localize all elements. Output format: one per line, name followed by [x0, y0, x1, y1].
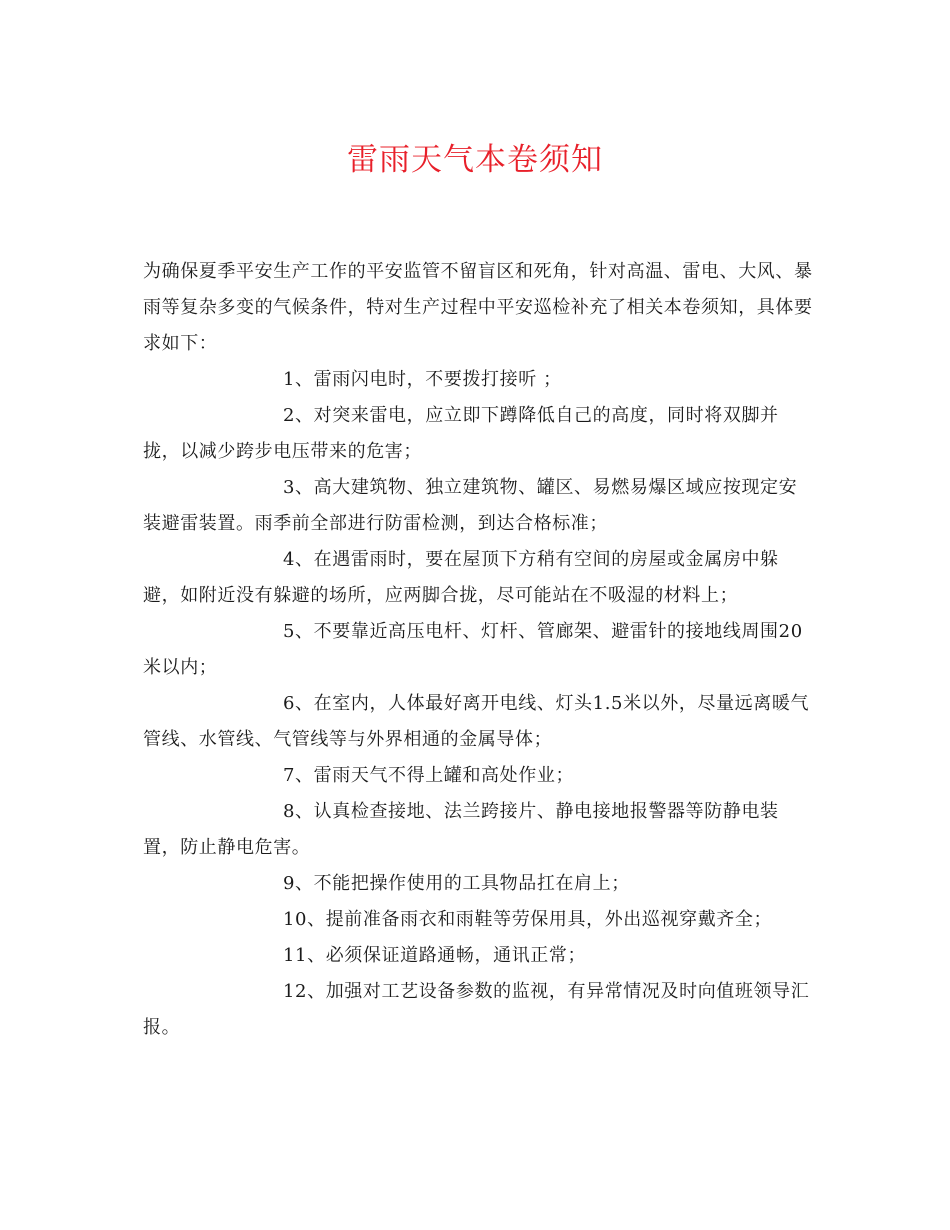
document-title: 雷雨天气本卷须知 [347, 142, 603, 178]
list-item: 11、必须保证道路通畅，通讯正常； [283, 945, 587, 966]
list-item: 12、加强对工艺设备参数的监视，有异常情况及时向值班领导汇报。 [143, 981, 810, 1038]
list-item: 3、高大建筑物、独立建筑物、罐区、易燃易爆区域应按现定安装避雷装置。雨季前全部进行防雷检测，到达合格标准； [143, 477, 798, 534]
list-item: 5、不要靠近高压电杆、灯杆、管廊架、避雷针的接地线周围20米以内； [143, 621, 803, 678]
list-item: 9、不能把操作使用的工具物品扛在肩上； [283, 873, 630, 894]
list-item: 4、在遇雷雨时，要在屋顶下方稍有空间的房屋或金属房中躲避，如附近没有躲避的场所，应两脚合拢，尽可能站在不吸湿的材料上； [143, 549, 779, 606]
list-item: 6、在室内，人体最好离开电线、灯头1.5米以外，尽量远离暖气管线、水管线、气管线等与外界相通的金属导体； [143, 693, 810, 750]
document-body [143, 254, 815, 1046]
list-item: 8、认真检查接地、法兰跨接片、静电接地报警器等防静电装置，防止静电危害。 [143, 801, 779, 858]
list-item: 7、雷雨天气不得上罐和高处作业； [283, 765, 575, 786]
list-item: 1、雷雨闪电时，不要拨打接听 ； [283, 369, 562, 390]
intro-paragraph: 为确保夏季平安生产工作的平安监管不留盲区和死角，针对高温、雷电、大风、暴雨等复杂多变的气候条件，特对生产过程中平安巡检补充了相关本卷须知，具体要求如下： [143, 261, 813, 354]
list-item: 2、对突来雷电，应立即下蹲降低自己的高度，同时将双脚并拢，以减少跨步电压带来的危害； [143, 405, 779, 462]
list-item: 10、提前准备雨衣和雨鞋等劳保用具，外出巡视穿戴齐全； [283, 909, 773, 930]
